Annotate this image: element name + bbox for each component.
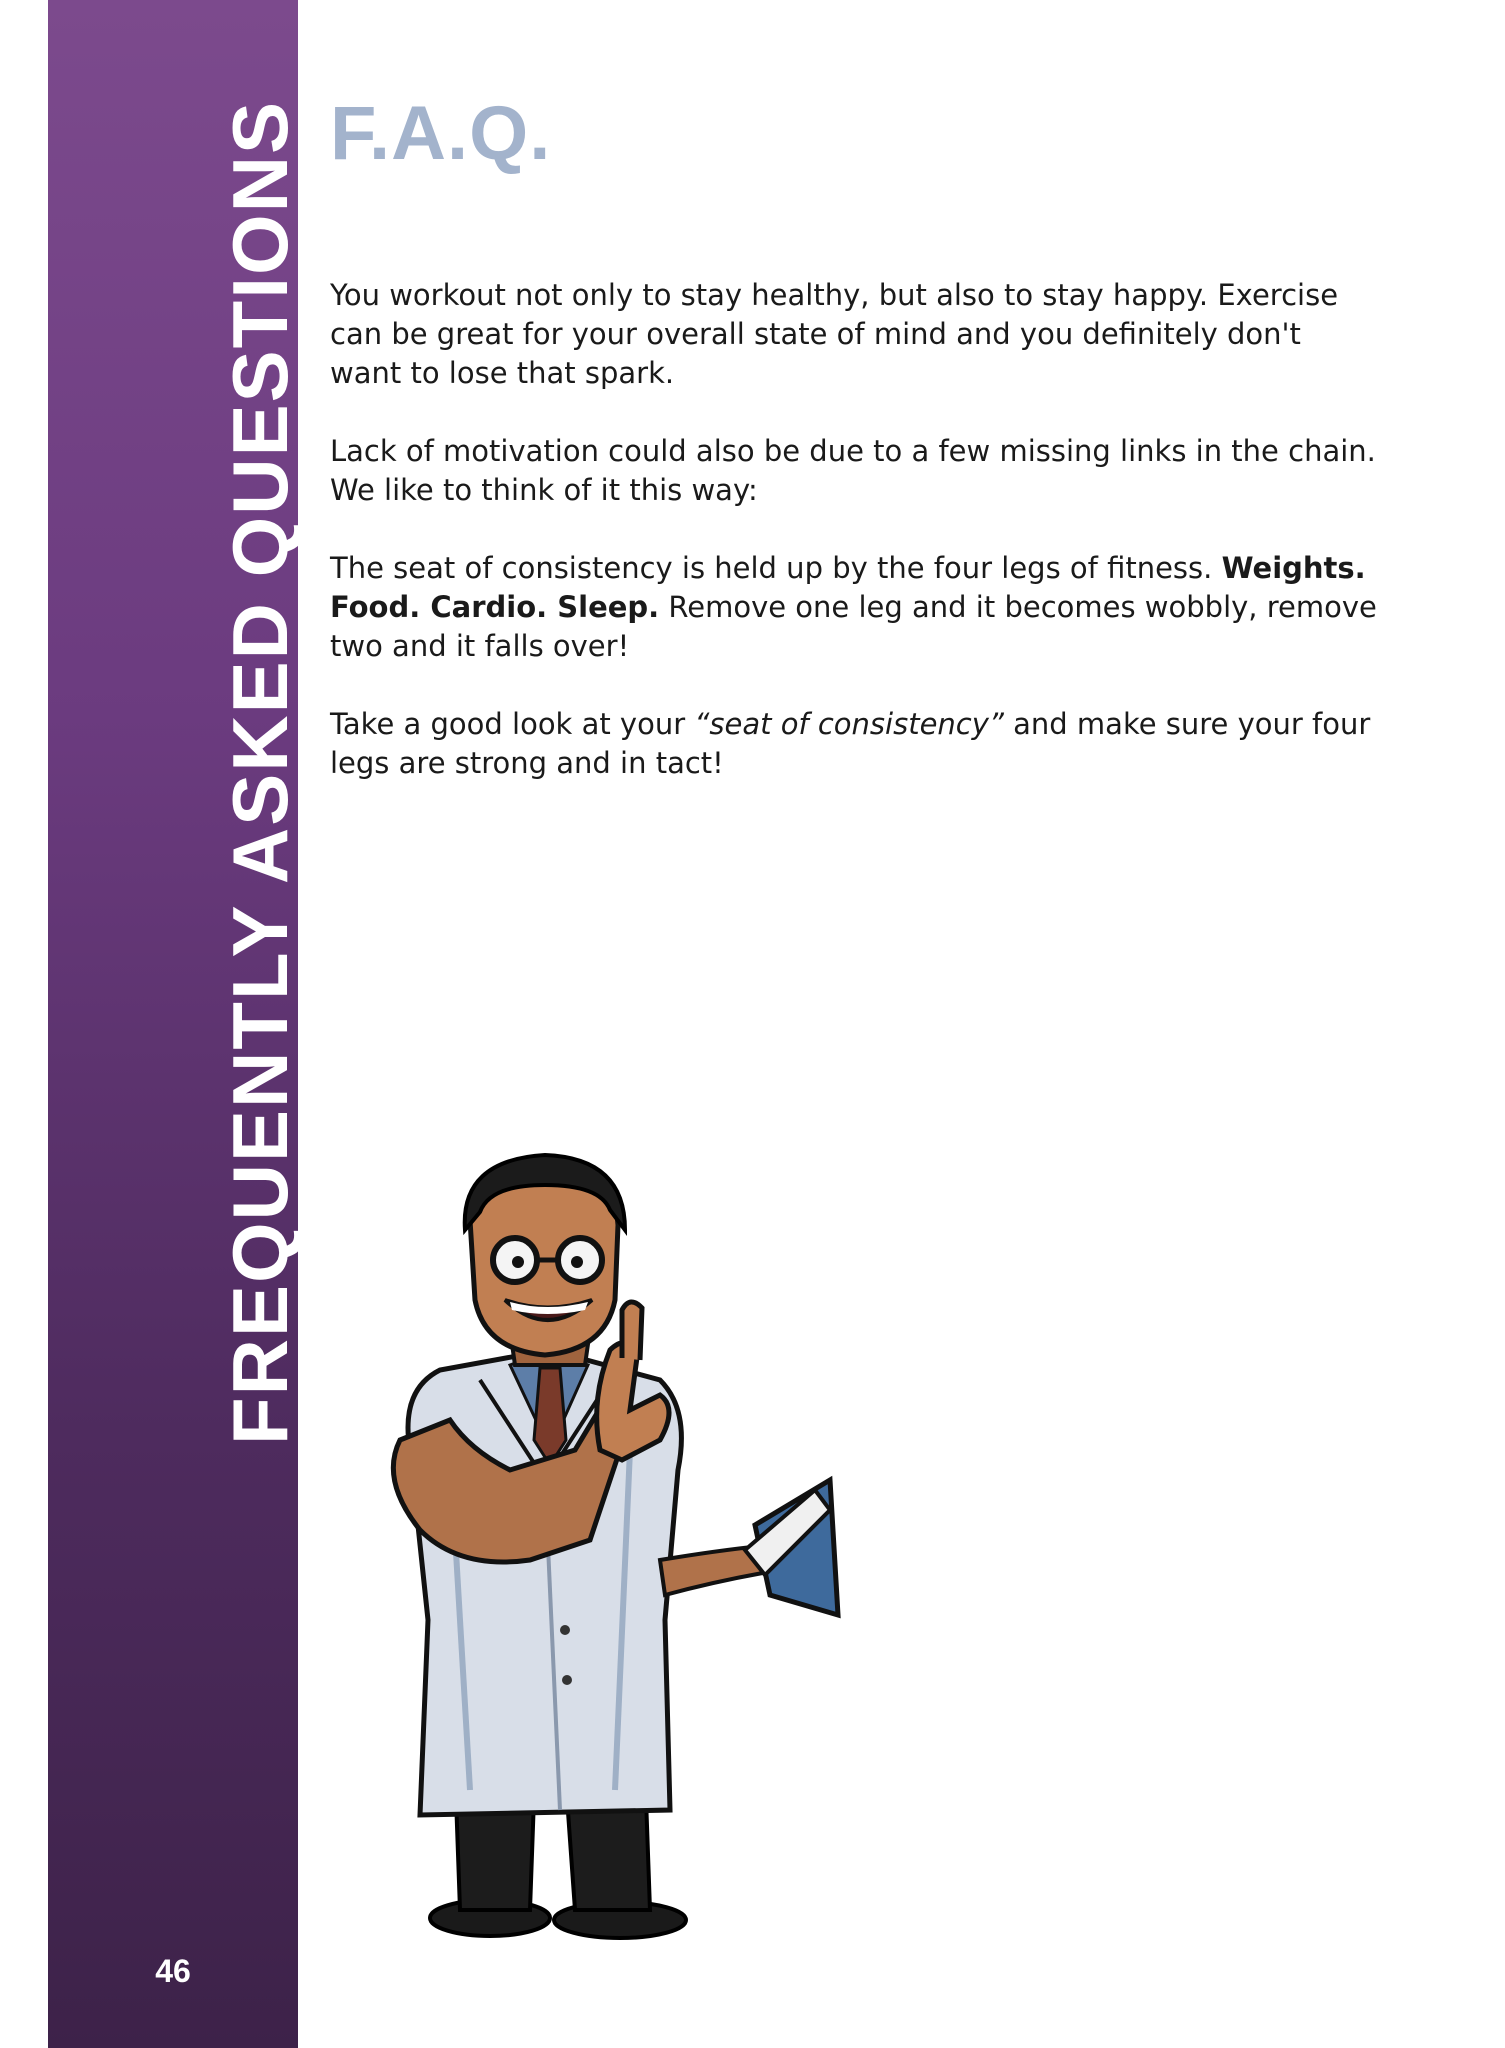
sidebar-title: FREQUENTLY ASKED QUESTIONS xyxy=(216,100,304,1445)
page-title: F.A.Q. xyxy=(330,91,552,176)
paragraph-four-legs-start: The seat of consistency is held up by the four legs of fitness. xyxy=(330,551,1213,585)
doctor-head xyxy=(465,1155,625,1355)
seat-of-consistency-quote: “seat of consistency” xyxy=(694,707,1004,741)
paragraph-four-legs-end: Remove one leg and it becomes wobbly, remove two and it falls over! xyxy=(330,590,1377,663)
page-number: 46 xyxy=(155,1953,191,1989)
faq-body xyxy=(330,276,1380,822)
paragraph-seat-end: and make sure your four legs are strong and in tact! xyxy=(330,707,1371,780)
paragraph-seat-start: Take a good look at your xyxy=(330,707,686,741)
doctor-illustration xyxy=(360,1150,880,1960)
sidebar xyxy=(48,0,304,2048)
paragraph-happiness: You workout not only to stay healthy, but also to stay happy. Exercise can be great for your overall state of mind and you definitely don't want to lose that spark. xyxy=(330,278,1339,390)
clipboard-icon xyxy=(745,1480,838,1615)
paragraph-four-legs xyxy=(330,549,1380,666)
paragraph-motivation: Lack of motivation could also be due to a few missing links in the chain. We like to think of it this way: xyxy=(330,434,1376,507)
paragraph-seat xyxy=(330,705,1380,783)
four-legs-list: Weights. Food. Cardio. Sleep. xyxy=(330,551,1366,624)
